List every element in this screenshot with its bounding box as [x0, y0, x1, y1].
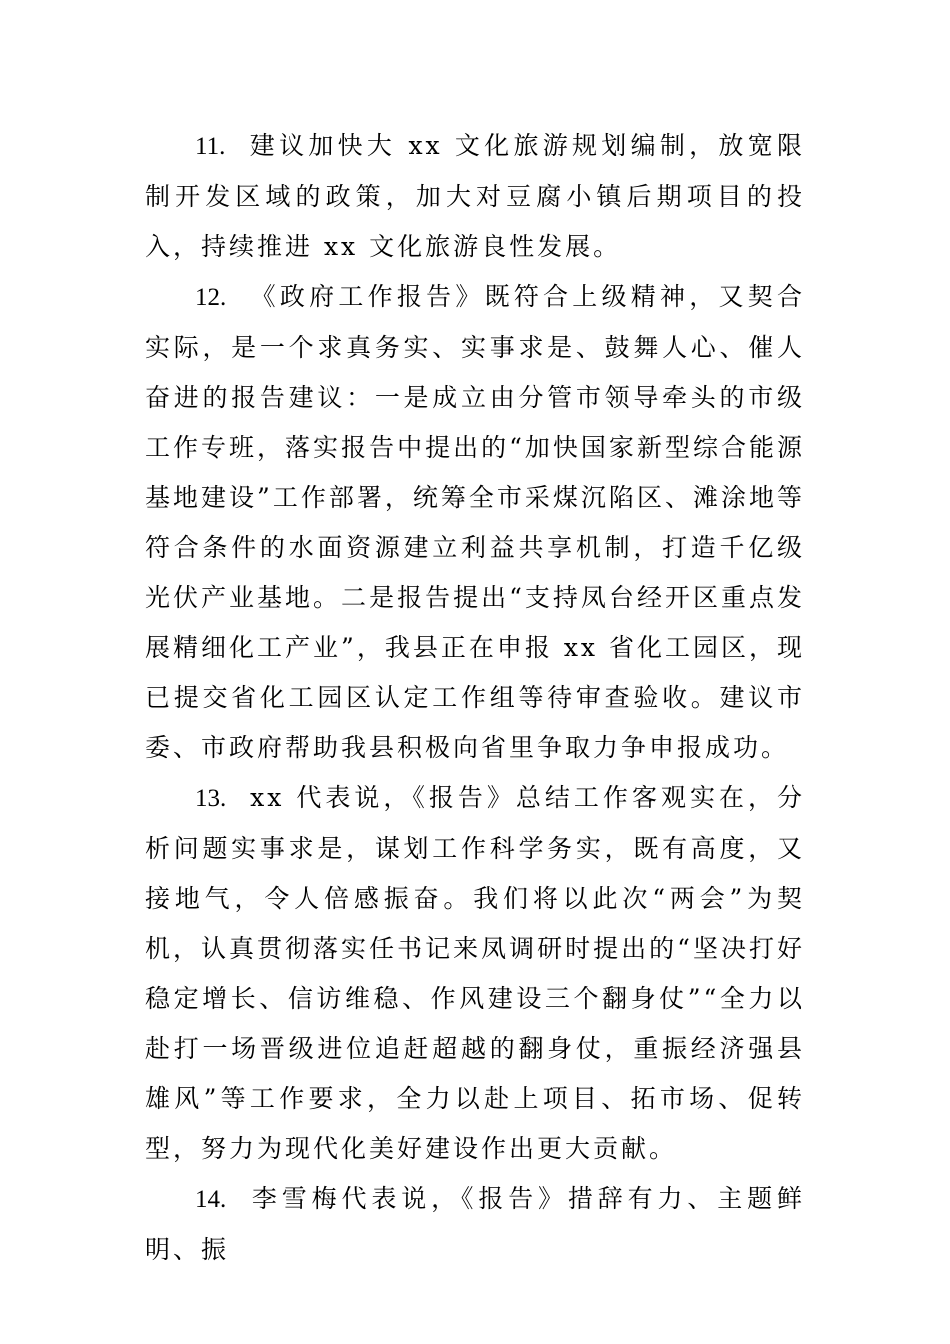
paragraph-text: 建议加快大 xx 文化旅游规划编制，放宽限制开发区域的政策，加大对豆腐小镇后期项目的投入，持续推进 xx 文化旅游良性发展。 — [145, 131, 805, 261]
paragraph-number: 11. — [195, 133, 226, 160]
paragraph-12 — [145, 272, 805, 773]
paragraph-text: 李雪梅代表说，《报告》措辞有力、主题鲜明、振 — [145, 1184, 805, 1264]
paragraph-11 — [145, 121, 805, 272]
document-body — [145, 121, 805, 1275]
paragraph-13 — [145, 773, 805, 1174]
paragraph-text: xx 代表说，《报告》总结工作客观实在，分析问题实事求是，谋划工作科学务实，既有高度，又接地气，令人倍感振奋。我们将以此次“两会”为契机，认真贯彻落实任书记来凤调研时提出的“坚决打好稳定增长、信访维稳、作风建设三个翻身仗”“全力以赴打一场晋级进位追赶超越的翻身仗，重振经济强县雄风”等工作要求，全力以赴上项目、拓市场、促转型，努力为现代化美好建设作出更大贡献。 — [145, 783, 805, 1163]
paragraph-number: 12. — [195, 284, 227, 311]
paragraph-text: 《政府工作报告》既符合上级精神，又契合实际，是一个求真务实、实事求是、鼓舞人心、催人奋进的报告建议：一是成立由分管市领导牵头的市级工作专班，落实报告中提出的“加快国家新型综合能源基地建设”工作部署，统筹全市采煤沉陷区、滩涂地等符合条件的水面资源建立利益共享机制，打造千亿级光伏产业基地。二是报告提出“支持凤台经开区重点发展精细化工产业”，我县正在申报 xx 省化工园区，现已提交省化工园区认定工作组等待审查验收。建议市委、市政府帮助我县积极向省里争取力争申报成功。 — [145, 282, 805, 762]
paragraph-number: 14. — [195, 1186, 227, 1213]
paragraph-14 — [145, 1174, 805, 1275]
paragraph-number: 13. — [195, 785, 227, 812]
